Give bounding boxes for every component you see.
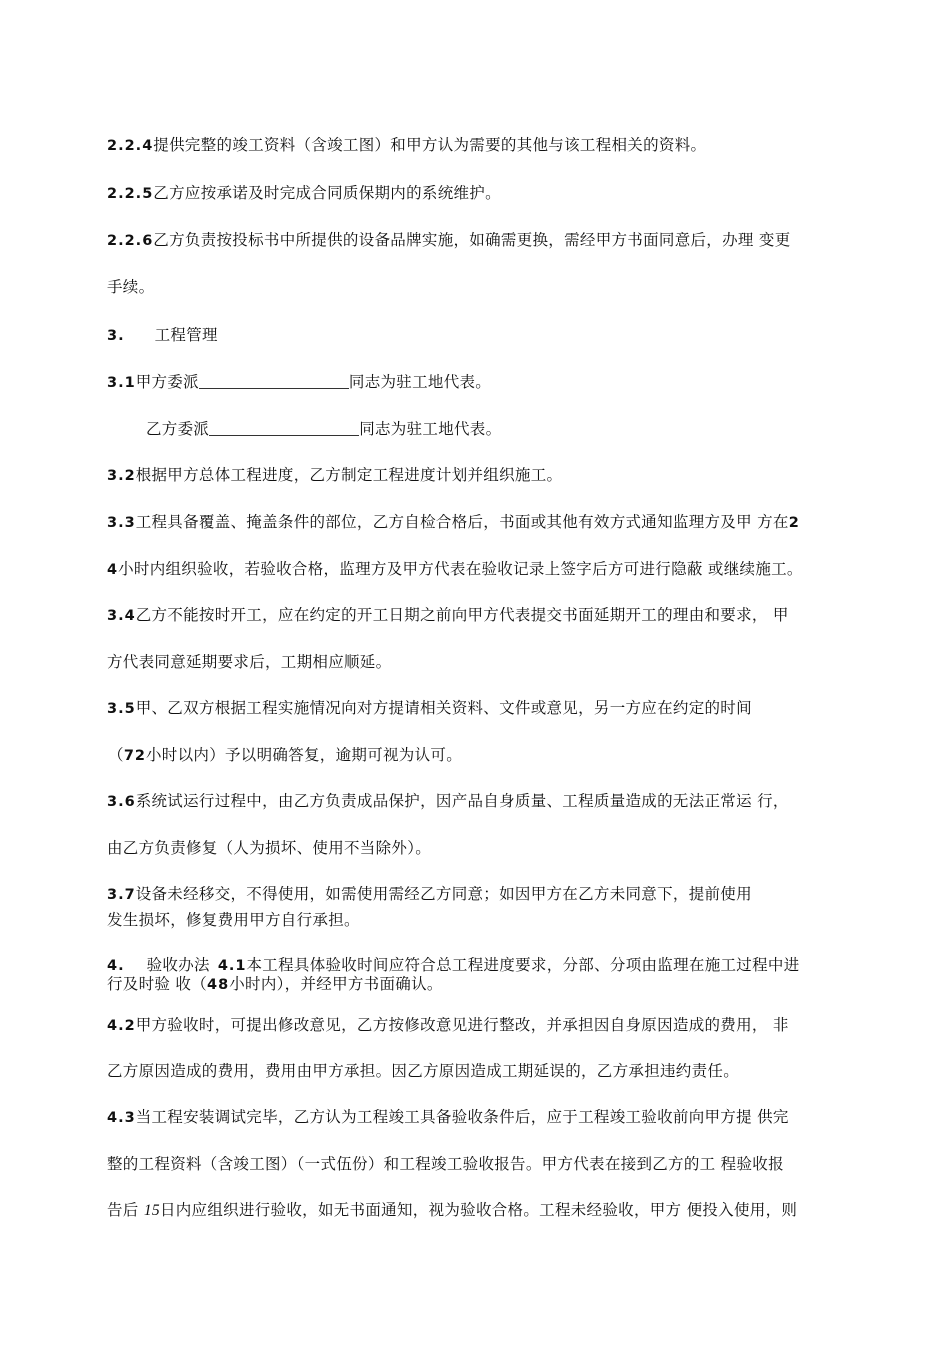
clause-3-1-b — [146, 419, 501, 439]
section-number: 4. — [107, 958, 125, 974]
clause-number: 4.2 — [107, 1018, 136, 1034]
clause-number: 3.7 — [107, 887, 136, 903]
clause-3-1 — [107, 372, 491, 393]
clause-text: 根据甲方总体工程进度，乙方制定工程进度计划并组织施工。 — [135, 466, 563, 484]
clause-text: 同志为驻工地代表。 — [359, 420, 502, 438]
clause-text: 工程具备覆盖、掩盖条件的部位，乙方自检合格后，书面或其他有效方式通知监理方及甲 方在 — [135, 513, 789, 531]
section-title: 验收办法 — [146, 956, 210, 974]
paren-open: （ — [108, 746, 124, 764]
clause-3-6-cont — [107, 838, 431, 858]
clause-text: 乙方原因造成的费用，费用由甲方承担。因乙方原因造成工期延误的，乙方承担违约责任。 — [107, 1062, 740, 1080]
clause-number: 2.2.4 — [107, 138, 154, 154]
clause-text: 设备未经移交，不得使用，如需使用需经乙方同意；如因甲方在乙方未同意下，提前使用 — [135, 885, 752, 903]
number-fragment: 2 — [788, 515, 800, 531]
days-value: 15 — [143, 1202, 160, 1219]
clause-3-5-cont — [108, 745, 462, 766]
clause-text: 甲方委派 — [135, 373, 199, 391]
clause-text: 方代表同意延期要求后，工期相应顺延。 — [107, 653, 392, 671]
clause-4-2-cont — [107, 1061, 739, 1081]
clause-number: 4.3 — [107, 1110, 136, 1126]
clause-number: 2.2.5 — [107, 186, 154, 202]
clause-number: 3.4 — [107, 608, 136, 624]
clause-2-2-6-cont — [107, 277, 154, 297]
clause-number: 4.1 — [217, 958, 247, 974]
clause-4-3-cont-2 — [107, 1200, 797, 1221]
clause-number: 3.6 — [107, 794, 136, 810]
clause-text: 小时以内）予以明确答复，逾期可视为认可。 — [146, 746, 463, 764]
clause-2-2-5 — [107, 183, 501, 204]
clause-text: 提供完整的竣工资料（含竣工图）和甲方认为需要的其他与该工程相关的资料。 — [153, 136, 707, 154]
clause-text: 乙方不能按时开工，应在约定的开工日期之前向甲方代表提交书面延期开工的理由和要求， 甲 — [135, 606, 789, 624]
section-title: 工程管理 — [154, 326, 218, 344]
hours-value: 48 — [207, 977, 230, 993]
clause-text: 手续。 — [107, 278, 155, 296]
clause-text: 本工程具体验收时间应符合总工程进度要求，分部、分项由监理在施工过程中进 — [246, 956, 800, 974]
clause-4-1-cont — [107, 974, 443, 995]
clause-3-7 — [107, 884, 752, 905]
clause-3-3 — [107, 512, 800, 533]
clause-text: 日内应组织进行验收，如无书面通知，视为验收合格。工程未经验收，甲方 便投入使用，则 — [159, 1201, 798, 1219]
clause-3-4-cont — [107, 652, 391, 672]
clause-text: 系统试运行过程中，由乙方负责成品保护，因产品自身质量、工程质量造成的无法正常运 行， — [135, 792, 789, 810]
section-number: 3. — [107, 328, 125, 344]
clause-text: 甲、乙双方根据工程实施情况向对方提请相关资料、文件或意见，另一方应在约定的时间 — [135, 699, 752, 717]
clause-3-3-cont — [107, 559, 803, 580]
blank-underline — [199, 374, 349, 389]
clause-2-2-4 — [107, 135, 706, 156]
number-fragment: 4 — [107, 562, 119, 578]
clause-4-3 — [107, 1107, 789, 1128]
section-4-heading — [107, 955, 800, 976]
clause-text: 乙方应按承诺及时完成合同质保期内的系统维护。 — [153, 184, 501, 202]
clause-text: 告后 — [107, 1201, 144, 1219]
clause-text: 由乙方负责修复（人为损坏、使用不当除外）。 — [107, 839, 432, 857]
clause-text: 小时内），并经甲方书面确认。 — [229, 975, 443, 993]
clause-3-2 — [107, 465, 562, 486]
clause-3-4 — [107, 605, 789, 626]
clause-3-6 — [107, 791, 789, 812]
clause-text: 乙方委派 — [146, 420, 210, 438]
clause-number: 2.2.6 — [107, 233, 154, 249]
clause-number: 3.1 — [107, 375, 136, 391]
clause-4-2 — [107, 1015, 789, 1036]
clause-text: 行及时验 收（ — [107, 975, 208, 993]
clause-text: 乙方负责按投标书中所提供的设备品牌实施，如确需更换，需经甲方书面同意后，办理 变更 — [153, 231, 791, 249]
clause-4-3-cont-1 — [107, 1154, 784, 1174]
clause-3-7-cont — [107, 910, 360, 930]
clause-text: 发生损坏，修复费用甲方自行承担。 — [107, 911, 360, 929]
clause-text: 当工程安装调试完毕，乙方认为工程竣工具备验收条件后，应于工程竣工验收前向甲方提 供完 — [135, 1108, 789, 1126]
clause-number: 3.5 — [107, 701, 136, 717]
clause-3-5 — [107, 698, 752, 719]
clause-number: 3.2 — [107, 468, 136, 484]
clause-text: 小时内组织验收，若验收合格，监理方及甲方代表在验收记录上签字后方可进行隐蔽 或继续施工。 — [118, 560, 803, 578]
blank-underline — [209, 421, 359, 436]
clause-text: 整的工程资料（含竣工图）（一式伍份）和工程竣工验收报告。甲方代表在接到乙方的工 程验收报 — [107, 1155, 784, 1173]
hours-value: 72 — [123, 748, 146, 764]
clause-text: 甲方验收时，可提出修改意见，乙方按修改意见进行整改，并承担因自身原因造成的费用， 非 — [135, 1016, 789, 1034]
section-3-heading — [107, 325, 218, 346]
clause-text: 同志为驻工地代表。 — [348, 373, 492, 391]
clause-2-2-6 — [107, 230, 791, 251]
clause-number: 3.3 — [107, 515, 136, 531]
